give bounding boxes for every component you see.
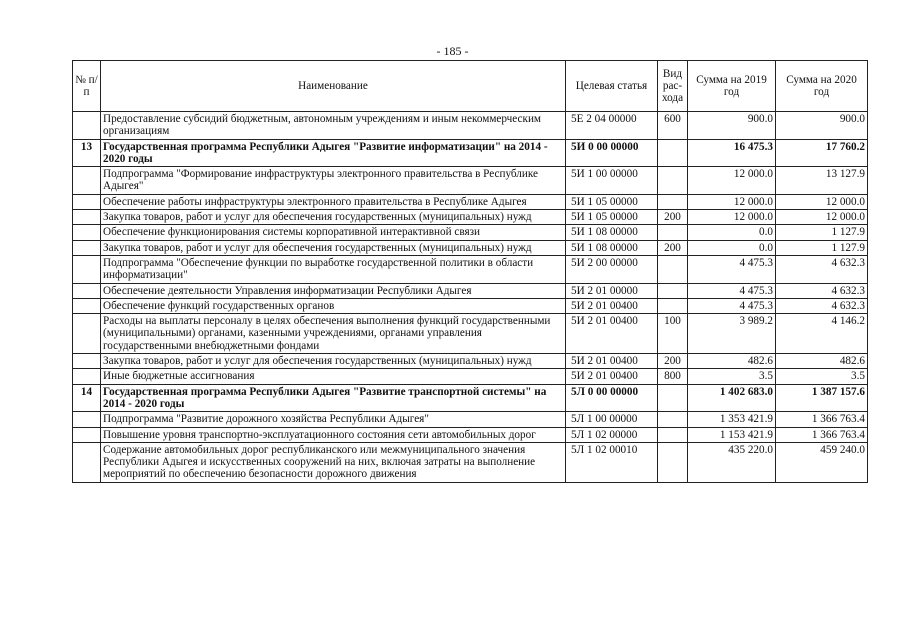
row-sum-2020: 12 000.0: [776, 194, 868, 209]
row-expense-type: 100: [658, 314, 688, 354]
row-name: Государственная программа Республики Адыгея "Развитие транспортной системы" на 2014 - 2020 годы: [101, 384, 566, 412]
table-row: [73, 412, 868, 427]
header-type: Вид рас-хода: [658, 61, 688, 112]
table-row: [73, 210, 868, 225]
row-target-code: 5Л 1 00 00000: [566, 412, 658, 427]
row-sum-2020: 1 366 763.4: [776, 412, 868, 427]
row-number: [73, 240, 101, 255]
row-sum-2019: 4 475.3: [688, 255, 776, 283]
header-code: Целевая статья: [566, 61, 658, 112]
table-row: [73, 194, 868, 209]
table-row: [73, 314, 868, 354]
row-sum-2019: 3 989.2: [688, 314, 776, 354]
row-sum-2019: 1 153 421.9: [688, 427, 776, 442]
row-target-code: 5И 2 01 00400: [566, 369, 658, 384]
row-number: [73, 210, 101, 225]
row-sum-2019: 12 000.0: [688, 210, 776, 225]
row-number: 14: [73, 384, 101, 412]
table-row: [73, 112, 868, 140]
row-sum-2019: 12 000.0: [688, 167, 776, 195]
row-sum-2020: 482.6: [776, 354, 868, 369]
row-sum-2019: 1 353 421.9: [688, 412, 776, 427]
row-sum-2019: 1 402 683.0: [688, 384, 776, 412]
row-name: Закупка товаров, работ и услуг для обеспечения государственных (муниципальных) нужд: [101, 240, 566, 255]
row-name: Иные бюджетные ассигнования: [101, 369, 566, 384]
row-number: [73, 112, 101, 140]
row-name: Подпрограмма "Обеспечение функции по выработке государственной политики в области информатизации": [101, 255, 566, 283]
row-sum-2019: 4 475.3: [688, 298, 776, 313]
row-target-code: 5И 2 01 00400: [566, 314, 658, 354]
row-sum-2020: 1 387 157.6: [776, 384, 868, 412]
header-num: № п/п: [73, 61, 101, 112]
row-target-code: 5И 0 00 00000: [566, 139, 658, 167]
row-sum-2020: 1 127.9: [776, 225, 868, 240]
table-row: [73, 240, 868, 255]
header-name: Наименование: [101, 61, 566, 112]
row-target-code: 5Л 1 02 00000: [566, 427, 658, 442]
row-name: Содержание автомобильных дорог республиканского или межмуниципального значения Республики Адыгея и искусственных сооружений на них, включая затраты на выполнение мероприятий по обеспечению безопасности дорожного движения: [101, 442, 566, 482]
table-row: [73, 384, 868, 412]
row-expense-type: 200: [658, 210, 688, 225]
table-row: [73, 255, 868, 283]
row-expense-type: [658, 225, 688, 240]
row-sum-2019: 4 475.3: [688, 283, 776, 298]
row-sum-2019: 900.0: [688, 112, 776, 140]
row-sum-2020: 4 632.3: [776, 283, 868, 298]
row-sum-2019: 0.0: [688, 225, 776, 240]
table-row: [73, 167, 868, 195]
row-expense-type: [658, 384, 688, 412]
row-target-code: 5И 1 05 00000: [566, 194, 658, 209]
table-row: [73, 298, 868, 313]
row-target-code: 5И 1 08 00000: [566, 240, 658, 255]
row-sum-2019: 12 000.0: [688, 194, 776, 209]
row-expense-type: 200: [658, 240, 688, 255]
row-sum-2019: 3.5: [688, 369, 776, 384]
row-expense-type: [658, 255, 688, 283]
row-number: [73, 369, 101, 384]
row-sum-2020: 17 760.2: [776, 139, 868, 167]
row-number: [73, 167, 101, 195]
row-number: [73, 354, 101, 369]
row-expense-type: 800: [658, 369, 688, 384]
row-expense-type: [658, 194, 688, 209]
table-header-row: [73, 61, 868, 112]
row-number: [73, 442, 101, 482]
table-body: [73, 112, 868, 483]
row-name: Обеспечение функционирования системы корпоративной интерактивной связи: [101, 225, 566, 240]
row-number: [73, 314, 101, 354]
table-row: [73, 427, 868, 442]
row-target-code: 5И 2 01 00400: [566, 354, 658, 369]
row-sum-2019: 0.0: [688, 240, 776, 255]
header-sum-2020: Сумма на 2020 год: [776, 61, 868, 112]
row-name: Подпрограмма "Формирование инфраструктуры электронного правительства в Республике Адыгея": [101, 167, 566, 195]
row-number: 13: [73, 139, 101, 167]
row-expense-type: [658, 283, 688, 298]
row-target-code: 5И 2 01 00000: [566, 283, 658, 298]
row-target-code: 5И 1 05 00000: [566, 210, 658, 225]
row-name: Государственная программа Республики Адыгея "Развитие информатизации" на 2014 - 2020 годы: [101, 139, 566, 167]
row-number: [73, 283, 101, 298]
row-sum-2020: 900.0: [776, 112, 868, 140]
row-target-code: 5Л 1 02 00010: [566, 442, 658, 482]
table-row: [73, 283, 868, 298]
row-sum-2020: 1 366 763.4: [776, 427, 868, 442]
row-name: Обеспечение функций государственных органов: [101, 298, 566, 313]
row-name: Подпрограмма "Развитие дорожного хозяйства Республики Адыгея": [101, 412, 566, 427]
row-number: [73, 255, 101, 283]
row-sum-2020: 459 240.0: [776, 442, 868, 482]
row-name: Расходы на выплаты персоналу в целях обеспечения выполнения функций государственными (муниципальными) органами, казенными учреждениями, органами управления государственными внебюджетными фондами: [101, 314, 566, 354]
row-sum-2020: 4 632.3: [776, 255, 868, 283]
row-sum-2020: 4 146.2: [776, 314, 868, 354]
table-row: [73, 369, 868, 384]
row-sum-2020: 4 632.3: [776, 298, 868, 313]
row-name: Обеспечение деятельности Управления информатизации Республики Адыгея: [101, 283, 566, 298]
table-row: [73, 139, 868, 167]
row-target-code: 5Л 0 00 00000: [566, 384, 658, 412]
row-number: [73, 194, 101, 209]
row-name: Закупка товаров, работ и услуг для обеспечения государственных (муниципальных) нужд: [101, 354, 566, 369]
row-number: [73, 298, 101, 313]
row-sum-2020: 12 000.0: [776, 210, 868, 225]
row-expense-type: [658, 167, 688, 195]
table-row: [73, 225, 868, 240]
row-expense-type: 600: [658, 112, 688, 140]
header-sum-2019: Сумма на 2019 год: [688, 61, 776, 112]
row-expense-type: [658, 442, 688, 482]
row-target-code: 5И 1 08 00000: [566, 225, 658, 240]
row-name: Предоставление субсидий бюджетным, автономным учреждениям и иным некоммерческим организациям: [101, 112, 566, 140]
row-expense-type: 200: [658, 354, 688, 369]
row-number: [73, 225, 101, 240]
row-sum-2020: 13 127.9: [776, 167, 868, 195]
row-expense-type: [658, 139, 688, 167]
row-name: Повышение уровня транспортно-эксплуатационного состояния сети автомобильных дорог: [101, 427, 566, 442]
table-row: [73, 354, 868, 369]
row-sum-2019: 435 220.0: [688, 442, 776, 482]
row-sum-2020: 3.5: [776, 369, 868, 384]
row-expense-type: [658, 427, 688, 442]
row-number: [73, 427, 101, 442]
row-sum-2019: 482.6: [688, 354, 776, 369]
row-expense-type: [658, 412, 688, 427]
row-target-code: 5И 2 01 00400: [566, 298, 658, 313]
row-sum-2020: 1 127.9: [776, 240, 868, 255]
row-target-code: 5И 1 00 00000: [566, 167, 658, 195]
row-name: Обеспечение работы инфраструктуры электронного правительства в Республике Адыгея: [101, 194, 566, 209]
row-target-code: 5И 2 00 00000: [566, 255, 658, 283]
row-sum-2019: 16 475.3: [688, 139, 776, 167]
row-expense-type: [658, 298, 688, 313]
row-number: [73, 412, 101, 427]
row-name: Закупка товаров, работ и услуг для обеспечения государственных (муниципальных) нужд: [101, 210, 566, 225]
table-row: [73, 442, 868, 482]
budget-table: [72, 60, 868, 483]
page-number: - 185 -: [436, 44, 469, 58]
row-target-code: 5Е 2 04 00000: [566, 112, 658, 140]
